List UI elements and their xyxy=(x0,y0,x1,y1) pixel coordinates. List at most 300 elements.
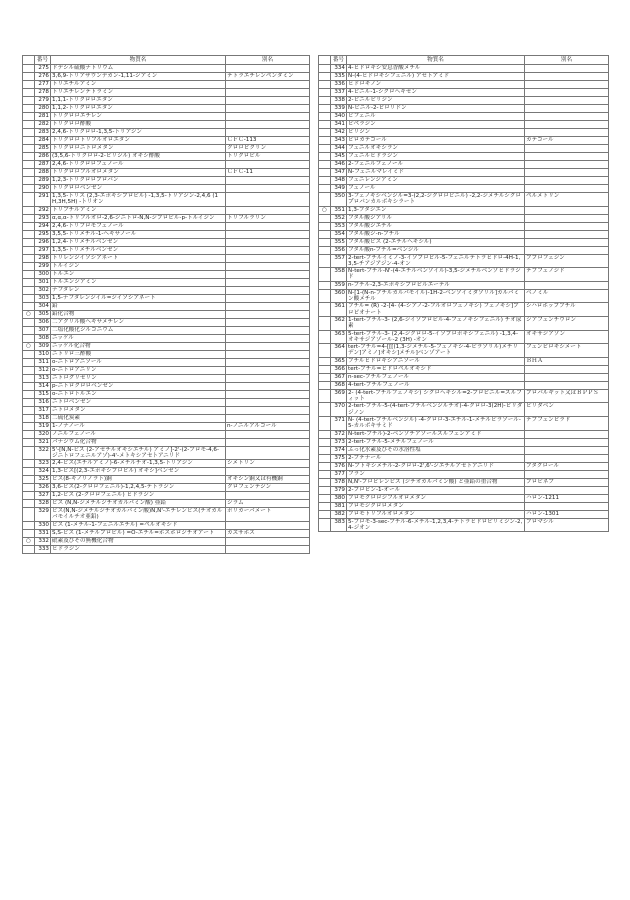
substance-name-cell: ドデシル硫酸ナトリウム xyxy=(51,65,226,73)
table-row xyxy=(23,521,310,529)
mark-cell xyxy=(23,105,35,113)
mark-cell xyxy=(319,303,331,317)
alias-cell: ＣＦＣ-11 xyxy=(226,169,310,177)
substance-name-cell: N-tert-ブチル-N'-(4-エチルベンゾイル)-3,5-ジメチルベンゾヒドラジド xyxy=(347,268,525,282)
mark-cell xyxy=(319,193,331,207)
substance-name-cell: 3,5,5-トリメチル-1-ヘキサノール xyxy=(51,230,226,238)
mark-cell xyxy=(319,510,331,518)
mark-cell xyxy=(319,185,331,193)
mark-cell xyxy=(23,89,35,97)
substance-name-cell: 2-ビニルピリジン xyxy=(347,97,525,105)
table-row xyxy=(319,303,609,317)
alias-cell xyxy=(525,169,609,177)
table-row xyxy=(319,462,609,470)
number-cell: 369 xyxy=(331,389,347,403)
alias-cell xyxy=(226,246,310,254)
alias-cell: オキサジアゾン xyxy=(525,330,609,344)
mark-cell xyxy=(23,81,35,89)
substance-name-cell: 1,3,5-トリメチルベンゼン xyxy=(51,246,226,254)
table-row xyxy=(23,270,310,278)
mark-cell xyxy=(319,89,331,97)
mark-cell xyxy=(23,374,35,382)
mark-cell xyxy=(319,65,331,73)
table-row xyxy=(23,529,310,537)
table-row xyxy=(23,350,310,358)
alias-header: 別名 xyxy=(226,56,310,65)
number-cell: 314 xyxy=(35,382,51,390)
number-cell: 327 xyxy=(35,492,51,500)
mark-cell xyxy=(319,462,331,470)
alias-cell xyxy=(226,414,310,422)
mark-cell xyxy=(23,222,35,230)
substance-name-cell: フェニレンジアミン xyxy=(347,177,525,185)
number-cell: 383 xyxy=(331,518,347,532)
table-row xyxy=(319,113,609,121)
alias-cell xyxy=(525,238,609,246)
table-row xyxy=(319,403,609,417)
table-row xyxy=(23,121,310,129)
substance-name-cell: トルイジン xyxy=(51,262,226,270)
number-cell: 344 xyxy=(331,145,347,153)
number-cell: 323 xyxy=(35,460,51,468)
table-row xyxy=(23,169,310,177)
substance-name-cell: 3,6-ビス(2-クロロフェニル)-1,2,4,5-テトラジン xyxy=(51,484,226,492)
mark-cell xyxy=(23,390,35,398)
number-cell: 342 xyxy=(331,129,347,137)
table-row xyxy=(23,382,310,390)
mark-cell xyxy=(319,365,331,373)
table-row xyxy=(23,286,310,294)
substance-name-cell: 二塩化酸化ジルコニウム xyxy=(51,326,226,334)
number-cell: 339 xyxy=(331,105,347,113)
number-cell: 331 xyxy=(35,529,51,537)
table-row xyxy=(319,89,609,97)
table-row xyxy=(319,289,609,303)
mark-header xyxy=(23,56,35,65)
table-row xyxy=(319,230,609,238)
alias-cell xyxy=(226,545,310,553)
substance-name-cell: ブロモトリフルオロメタン xyxy=(347,510,525,518)
substance-name-cell: 2,4,6-トリクロロフェノール xyxy=(51,161,226,169)
substance-name-cell: 1-tert-ブチル-3- (2,6-ジイソプロピル-4-フェノキシフェニル) チオ尿素 xyxy=(347,316,525,330)
table-row xyxy=(319,316,609,330)
table-row xyxy=(23,492,310,500)
substance-name-cell: N-(4-ヒドロキシフェニル) アセトアミド xyxy=(347,73,525,81)
mark-cell xyxy=(23,206,35,214)
table-row xyxy=(319,518,609,532)
mark-cell: ○ xyxy=(23,342,35,350)
number-cell: 280 xyxy=(35,105,51,113)
substance-name-cell: フタル酸n-ブチル=ベンジル xyxy=(347,246,525,254)
mark-cell xyxy=(23,350,35,358)
mark-cell xyxy=(319,494,331,502)
table-row xyxy=(319,416,609,430)
number-cell: 291 xyxy=(35,193,51,207)
substance-name-cell: ブチル= (R) -2-[4- (4-シアノ-2-フルオロフェノキシ) フェノキシ]プロピオナート xyxy=(347,303,525,317)
table-row xyxy=(23,302,310,310)
mark-cell xyxy=(23,414,35,422)
number-cell: 304 xyxy=(35,302,51,310)
substance-name-cell: ピペラジン xyxy=(347,121,525,129)
alias-cell xyxy=(226,537,310,545)
mark-cell xyxy=(23,438,35,446)
alias-cell xyxy=(226,286,310,294)
mark-cell xyxy=(23,137,35,145)
substance-name-cell: N- (4-tert-ブチルベンジル) -4-クロロ-3-エチル-1-メチルピラゾール-5-カルボキサミド xyxy=(347,416,525,430)
alias-cell xyxy=(525,185,609,193)
number-cell: 312 xyxy=(35,366,51,374)
table-row xyxy=(319,470,609,478)
number-cell: 298 xyxy=(35,254,51,262)
alias-header: 別名 xyxy=(525,56,609,65)
alias-cell xyxy=(525,81,609,89)
mark-cell xyxy=(319,97,331,105)
table-row xyxy=(319,121,609,129)
table-row xyxy=(23,545,310,553)
alias-cell xyxy=(525,281,609,289)
alias-cell xyxy=(226,310,310,318)
number-cell: 289 xyxy=(35,177,51,185)
table-row xyxy=(23,206,310,214)
table-row xyxy=(319,502,609,510)
table-row xyxy=(319,81,609,89)
alias-cell: クロロピクリン xyxy=(226,145,310,153)
number-cell: 319 xyxy=(35,422,51,430)
alias-cell xyxy=(226,366,310,374)
number-cell: 281 xyxy=(35,113,51,121)
mark-cell xyxy=(23,254,35,262)
substance-name-cell: N-[1-(N-n-ブチルカルバモイル)-1H-2-ベンゾイミダゾリル]カルバミン酸メチル xyxy=(347,289,525,303)
number-cell: 348 xyxy=(331,177,347,185)
number-cell: 307 xyxy=(35,326,51,334)
substance-name-cell: ニトロメタン xyxy=(51,406,226,414)
alias-cell xyxy=(525,113,609,121)
alias-cell: ＢＨＡ xyxy=(525,357,609,365)
mark-cell xyxy=(23,460,35,468)
number-cell: 313 xyxy=(35,374,51,382)
number-cell: 347 xyxy=(331,169,347,177)
substance-name-cell: フタル酸ジエチル xyxy=(347,222,525,230)
table-row xyxy=(23,222,310,230)
substance-name-cell: フタル酸ビス (2-エチルヘキシル) xyxy=(347,238,525,246)
mark-cell xyxy=(23,302,35,310)
substance-name-cell: n-ブチル-2,3-エポキシプロピルエーテル xyxy=(347,281,525,289)
number-cell: 353 xyxy=(331,222,347,230)
mark-cell xyxy=(319,153,331,161)
alias-cell: カテコール xyxy=(525,137,609,145)
mark-cell xyxy=(319,454,331,462)
mark-cell xyxy=(319,289,331,303)
substance-name-cell: バナジウム化合物 xyxy=(51,438,226,446)
substance-name-cell: ブチルヒドロキシアニソール xyxy=(347,357,525,365)
alias-cell xyxy=(226,238,310,246)
alias-cell xyxy=(525,381,609,389)
alias-cell: オキシン銅又は有機銅 xyxy=(226,476,310,484)
alias-cell xyxy=(226,270,310,278)
alias-cell xyxy=(525,373,609,381)
table-row xyxy=(23,398,310,406)
alias-cell xyxy=(226,326,310,334)
mark-cell xyxy=(23,97,35,105)
mark-cell xyxy=(23,484,35,492)
mark-cell xyxy=(319,129,331,137)
alias-cell xyxy=(226,430,310,438)
mark-cell xyxy=(319,214,331,222)
alias-cell xyxy=(226,398,310,406)
table-row xyxy=(319,446,609,454)
table-row xyxy=(23,294,310,302)
table-row xyxy=(23,476,310,484)
number-cell: 367 xyxy=(331,373,347,381)
table-row xyxy=(23,508,310,522)
mark-cell xyxy=(319,161,331,169)
mark-cell xyxy=(23,238,35,246)
number-cell: 357 xyxy=(331,254,347,268)
number-cell: 370 xyxy=(331,403,347,417)
substance-name-cell: ビス (1-メチル-1-フェニルエチル) =ペルオキシド xyxy=(51,521,226,529)
number-cell: 340 xyxy=(331,113,347,121)
number-cell: 310 xyxy=(35,350,51,358)
table-row xyxy=(319,214,609,222)
substance-name-cell: ブロモジクロロメタン xyxy=(347,502,525,510)
alias-cell xyxy=(226,302,310,310)
mark-cell xyxy=(319,486,331,494)
number-cell: 382 xyxy=(331,510,347,518)
table-row xyxy=(23,129,310,137)
mark-cell xyxy=(319,169,331,177)
substance-name-cell: 4-tert-ブチルフェノール xyxy=(347,381,525,389)
alias-cell xyxy=(226,350,310,358)
table-row xyxy=(319,344,609,358)
mark-cell xyxy=(319,330,331,344)
substance-name-cell: トリエチレンテトラミン xyxy=(51,89,226,97)
alias-cell xyxy=(525,161,609,169)
table-row xyxy=(23,278,310,286)
alias-cell xyxy=(525,65,609,73)
number-cell: 362 xyxy=(331,316,347,330)
substance-name-cell: p-ニトロクロロベンゼン xyxy=(51,382,226,390)
mark-cell xyxy=(23,246,35,254)
number-cell: 284 xyxy=(35,137,51,145)
number-cell: 290 xyxy=(35,185,51,193)
substance-name-cell: S,S-ビス (1-メチルプロピル) =O-エチル=ホスホロジチオアート xyxy=(51,529,226,537)
substance-name-cell: N-tert-ブチル)-2-ベンゾチアゾールスルフェンアミド xyxy=(347,430,525,438)
number-header: 番号 xyxy=(331,56,347,65)
table-row xyxy=(23,65,310,73)
number-cell: 324 xyxy=(35,468,51,476)
alias-cell xyxy=(226,206,310,214)
number-cell: 381 xyxy=(331,502,347,510)
number-cell: 336 xyxy=(331,81,347,89)
number-cell: 379 xyxy=(331,486,347,494)
table-row xyxy=(23,318,310,326)
table-row xyxy=(319,246,609,254)
alias-cell xyxy=(226,390,310,398)
number-cell: 320 xyxy=(35,430,51,438)
number-cell: 282 xyxy=(35,121,51,129)
table-row xyxy=(319,193,609,207)
substance-name-cell: トリエチルアミン xyxy=(51,81,226,89)
alias-cell: ピリダベン xyxy=(525,403,609,417)
number-cell: 335 xyxy=(331,73,347,81)
substance-name-cell: トリレンジイソシアネート xyxy=(51,254,226,262)
alias-cell xyxy=(525,454,609,462)
table-row xyxy=(23,358,310,366)
substance-name-cell: トリクロロトリフルオロエタン xyxy=(51,137,226,145)
mark-cell xyxy=(319,113,331,121)
alias-cell: n-ノニルアルコール xyxy=(226,422,310,430)
number-cell: 352 xyxy=(331,214,347,222)
alias-cell xyxy=(525,105,609,113)
table-row xyxy=(319,454,609,462)
alias-cell xyxy=(525,73,609,81)
substance-name-cell: ノニルフェノール xyxy=(51,430,226,438)
mark-cell xyxy=(23,230,35,238)
mark-cell xyxy=(23,270,35,278)
table-row xyxy=(23,334,310,342)
number-cell: 338 xyxy=(331,97,347,105)
number-cell: 297 xyxy=(35,246,51,254)
table-row xyxy=(319,281,609,289)
mark-cell xyxy=(319,344,331,358)
substance-name-cell: 2-プロピン-1-オール xyxy=(347,486,525,494)
mark-cell xyxy=(319,470,331,478)
table-row xyxy=(23,214,310,222)
alias-cell xyxy=(226,161,310,169)
alias-cell xyxy=(525,246,609,254)
number-cell: 375 xyxy=(331,454,347,462)
table-row xyxy=(319,478,609,486)
alias-cell xyxy=(226,318,310,326)
alias-cell xyxy=(525,502,609,510)
number-cell: 275 xyxy=(35,65,51,73)
table-row xyxy=(23,246,310,254)
alias-cell xyxy=(226,446,310,460)
alias-cell xyxy=(525,177,609,185)
substance-name-cell: 1,3-ブタジエン xyxy=(347,206,525,214)
mark-cell xyxy=(319,105,331,113)
alias-cell: フェンピロキシメート xyxy=(525,344,609,358)
table-row xyxy=(319,438,609,446)
number-cell: 287 xyxy=(35,161,51,169)
number-cell: 355 xyxy=(331,238,347,246)
number-cell: 283 xyxy=(35,129,51,137)
number-cell: 356 xyxy=(331,246,347,254)
right-header-row xyxy=(319,56,609,65)
substance-name-cell: トルエンジアミン xyxy=(51,278,226,286)
alias-cell: ＣＦＣ-113 xyxy=(226,137,310,145)
substance-name-cell: 2,4,6-トリクロロ-1,3,5-トリアジン xyxy=(51,129,226,137)
alias-cell: ジラム xyxy=(226,500,310,508)
mark-cell xyxy=(23,326,35,334)
substance-name-cell: 2-ブテナール xyxy=(347,454,525,462)
number-cell: 363 xyxy=(331,330,347,344)
number-header: 番号 xyxy=(35,56,51,65)
alias-cell xyxy=(525,97,609,105)
alias-cell xyxy=(226,468,310,476)
alias-cell xyxy=(226,382,310,390)
table-row xyxy=(23,414,310,422)
substance-name-cell: 1-ノナノール xyxy=(51,422,226,430)
alias-cell xyxy=(226,129,310,137)
table-row xyxy=(23,153,310,161)
mark-cell xyxy=(319,246,331,254)
table-row xyxy=(23,537,310,545)
substance-name-cell: 鉛 xyxy=(51,302,226,310)
alias-cell xyxy=(226,177,310,185)
mark-cell xyxy=(23,185,35,193)
table-row xyxy=(319,381,609,389)
substance-name-cell: フタル酸ジアリル xyxy=(347,214,525,222)
mark-cell xyxy=(319,518,331,532)
table-row xyxy=(319,185,609,193)
mark-cell xyxy=(319,446,331,454)
table-row xyxy=(23,326,310,334)
table-row xyxy=(23,89,310,97)
mark-cell xyxy=(319,502,331,510)
substance-name-cell: tert-ブチル=ヒドロペルオキシド xyxy=(347,365,525,373)
substance-name-cell: ふっ化水素及びその水溶性塩 xyxy=(347,446,525,454)
mark-cell xyxy=(23,153,35,161)
alias-cell xyxy=(226,222,310,230)
table-row xyxy=(319,177,609,185)
table-row xyxy=(23,390,310,398)
alias-cell: プロパルギット又はＢＰＰＳ xyxy=(525,389,609,403)
alias-cell xyxy=(226,185,310,193)
alias-cell xyxy=(226,334,310,342)
table-row xyxy=(23,238,310,246)
table-row xyxy=(319,97,609,105)
mark-cell xyxy=(23,73,35,81)
alias-cell: ポリカーバメート xyxy=(226,508,310,522)
substance-name-cell: トリクロロ酢酸 xyxy=(51,121,226,129)
alias-cell xyxy=(525,206,609,214)
alias-cell: シハロホップブチル xyxy=(525,303,609,317)
substance-name-cell: フェニルヒドラジン xyxy=(347,153,525,161)
substance-name-cell: (3,5,6-トリクロロ-2-ピリジル) オキシ酢酸 xyxy=(51,153,226,161)
number-cell: 372 xyxy=(331,430,347,438)
right-table xyxy=(318,55,609,532)
mark-cell xyxy=(23,521,35,529)
substance-name-cell: N,N'-プロピレンビス (ジチオカルバミン酸) と亜鉛の重合物 xyxy=(347,478,525,486)
mark-cell xyxy=(23,382,35,390)
mark-cell: ○ xyxy=(23,310,35,318)
table-row xyxy=(23,73,310,81)
number-cell: 345 xyxy=(331,153,347,161)
alias-cell: ペルメトリン xyxy=(525,193,609,207)
number-cell: 346 xyxy=(331,161,347,169)
substance-name-cell: 鉛化合物 xyxy=(51,310,226,318)
substance-name-cell: 2,4,6-トリブロモフェノール xyxy=(51,222,226,230)
table-row xyxy=(319,161,609,169)
alias-cell xyxy=(226,81,310,89)
mark-cell xyxy=(319,389,331,403)
mark-cell xyxy=(319,416,331,430)
substance-name-cell: ピロカテコール xyxy=(347,137,525,145)
alias-cell xyxy=(226,193,310,207)
substance-name-cell: 5-ブロモ-3-sec-ブチル-6-メチル-1,2,3,4-テトラヒドロピリミジン-2,4-ジオン xyxy=(347,518,525,532)
alias-cell: クロフェンテジン xyxy=(226,484,310,492)
substance-name-cell: トリブチルアミン xyxy=(51,206,226,214)
table-row xyxy=(23,193,310,207)
alias-cell: ブプロフェジン xyxy=(525,254,609,268)
alias-cell xyxy=(226,358,310,366)
mark-cell xyxy=(23,529,35,537)
substance-name-cell: ヒドロキノン xyxy=(347,81,525,89)
table-row xyxy=(23,145,310,153)
mark-cell xyxy=(319,222,331,230)
mark-cell xyxy=(23,476,35,484)
